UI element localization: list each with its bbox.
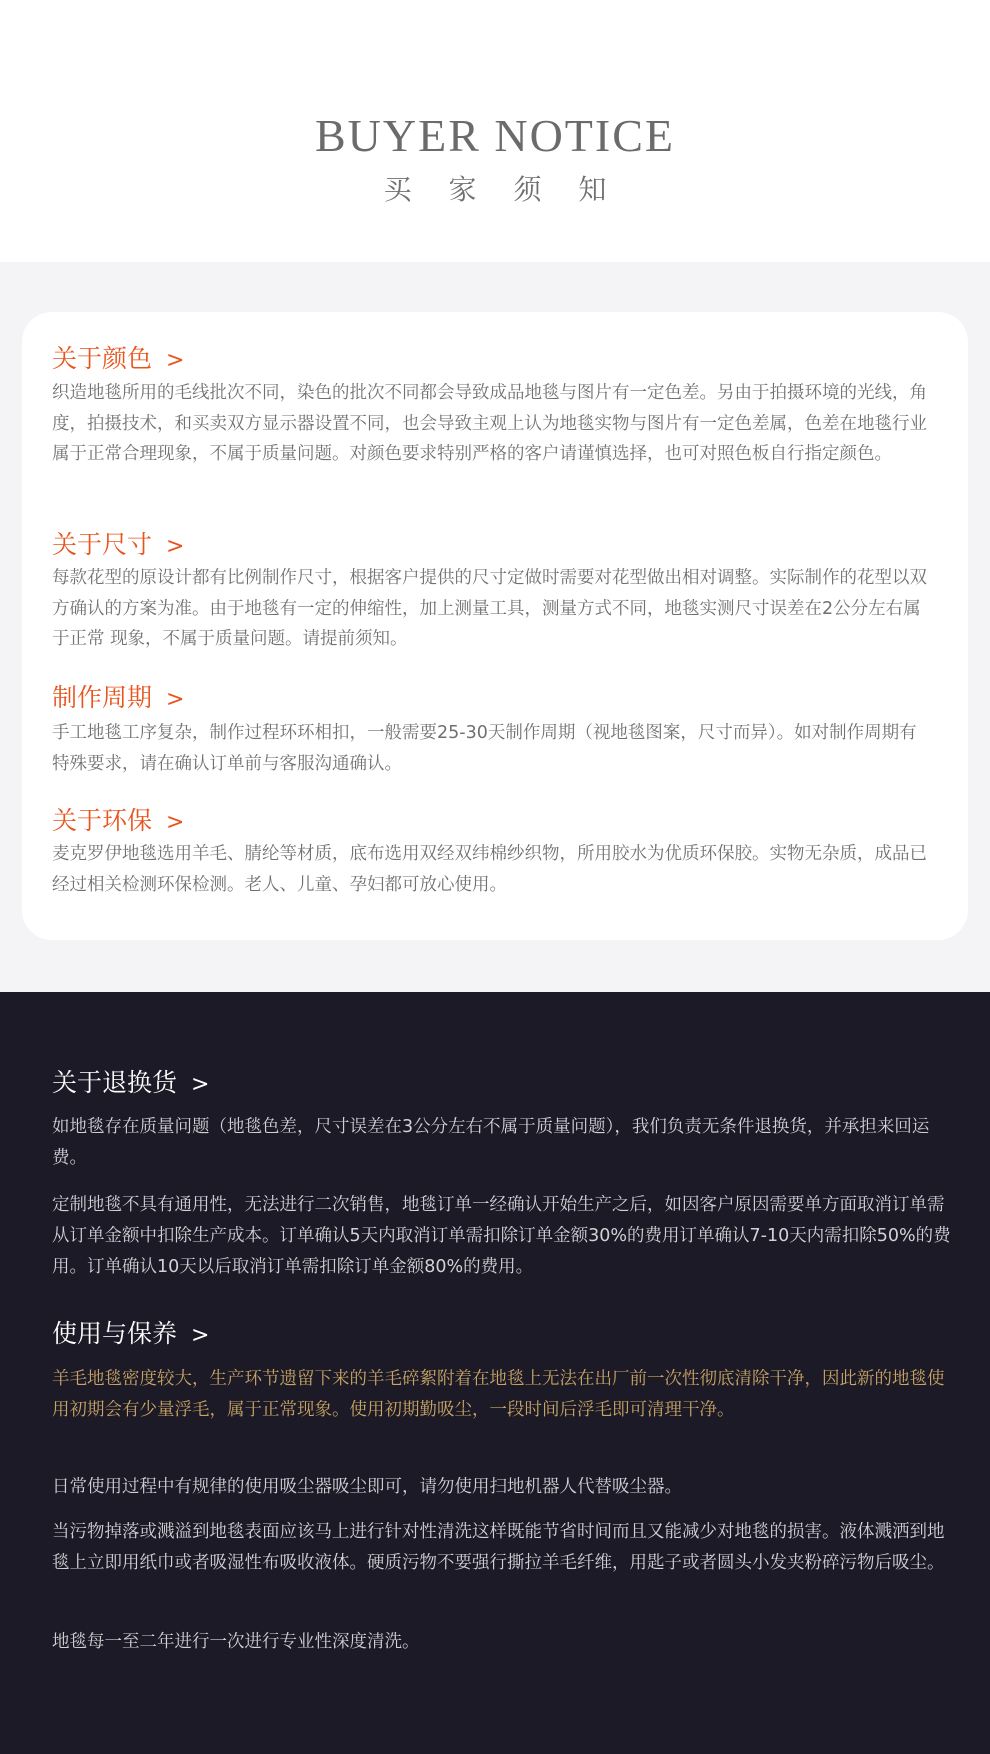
chevron-right-icon: > <box>166 810 185 835</box>
section-title-environment <box>52 804 184 840</box>
returns-paragraph: 如地毯存在质量问题（地毯色差，尺寸误差在3公分左右不属于质量问题），我们负责无条件退换货，并承担来回运费。 <box>52 1117 930 1168</box>
chevron-right-icon: > <box>191 1323 210 1348</box>
care-paragraph: 地毯每一至二年进行一次进行专业性深度清洗。 <box>52 1632 420 1652</box>
section-title-text: 关于颜色 <box>52 344 153 373</box>
section-text-size: 每款花型的原设计都有比例制作尺寸，根据客户提供的尺寸定做时需要对花型做出相对调整。实际制作的花型以双方确认的方案为准。由于地毯有一定的伸缩性，加上测量工具，测量方式不同，地毯实测尺寸误差在2公分左右属于正常 现象，不属于质量问题。请提前须知。 <box>52 568 927 649</box>
chevron-right-icon: > <box>166 687 185 712</box>
section-text-color: 织造地毯所用的毛线批次不同，染色的批次不同都会导致成品地毯与图片有一定色差。另由于拍摄环境的光线，角度，拍摄技术，和买卖双方显示器设置不同，也会导致主观上认为地毯实物与图片有一定色差属，色差在地毯行业属于正常合理现象，不属于质量问题。对颜色要求特别严格的客户请谨慎选择，也可对照色板自行指定颜色。 <box>52 383 927 464</box>
section-title-color <box>52 342 184 378</box>
chevron-right-icon: > <box>166 348 185 373</box>
section-title-production <box>52 681 184 717</box>
header <box>0 0 990 262</box>
title-english: BUYER NOTICE <box>314 110 676 161</box>
section-title-text: 关于尺寸 <box>52 530 153 559</box>
section-title-text: 使用与保养 <box>52 1319 178 1348</box>
section-title-text: 关于退换货 <box>52 1068 178 1097</box>
chevron-right-icon: > <box>191 1072 210 1097</box>
title-chinese: 买 家 须 知 <box>383 173 621 206</box>
chevron-right-icon: > <box>166 534 185 559</box>
section-text-environment: 麦克罗伊地毯选用羊毛、腈纶等材质，底布选用双经双纬棉纱织物，所用胶水为优质环保胶。实物无杂质，成品已经过相关检测环保检测。老人、儿童、孕妇都可放心使用。 <box>52 844 927 895</box>
returns-paragraph: 定制地毯不具有通用性，无法进行二次销售，地毯订单一经确认开始生产之后，如因客户原因需要单方面取消订单需从订单金额中扣除生产成本。订单确认5天内取消订单需扣除订单金额30%的费用订单确认7-10天内需扣除50%的费用。订单确认10天以后取消订单需扣除订单金额80%的费用。 <box>52 1195 951 1277</box>
section-title-care <box>52 1317 209 1353</box>
care-paragraph: 日常使用过程中有规律的使用吸尘器吸尘即可，请勿使用扫地机器人代替吸尘器。 <box>52 1477 682 1497</box>
section-title-size <box>52 528 184 564</box>
care-paragraph: 当污物掉落或溅溢到地毯表面应该马上进行针对性清洗这样既能节省时间而且又能减少对地毯的损害。液体溅洒到地毯上立即用纸巾或者吸湿性布吸收液体。硬质污物不要强行撕拉羊毛纤维，用匙子或者圆头小发夹粉碎污物后吸尘。 <box>52 1522 945 1573</box>
section-text-production: 手工地毯工序复杂，制作过程环环相扣，一般需要25-30天制作周期（视地毯图案，尺寸而异）。如对制作周期有特殊要求，请在确认订单前与客服沟通确认。 <box>52 723 917 774</box>
care-paragraph-highlight: 羊毛地毯密度较大，生产环节遗留下来的羊毛碎絮附着在地毯上无法在出厂前一次性彻底清除干净，因此新的地毯使用初期会有少量浮毛，属于正常现象。使用初期勤吸尘，一段时间后浮毛即可清理干净。 <box>52 1369 945 1420</box>
section-title-text: 制作周期 <box>52 683 153 712</box>
section-title-returns <box>52 1066 209 1102</box>
section-title-text: 关于环保 <box>52 806 153 835</box>
